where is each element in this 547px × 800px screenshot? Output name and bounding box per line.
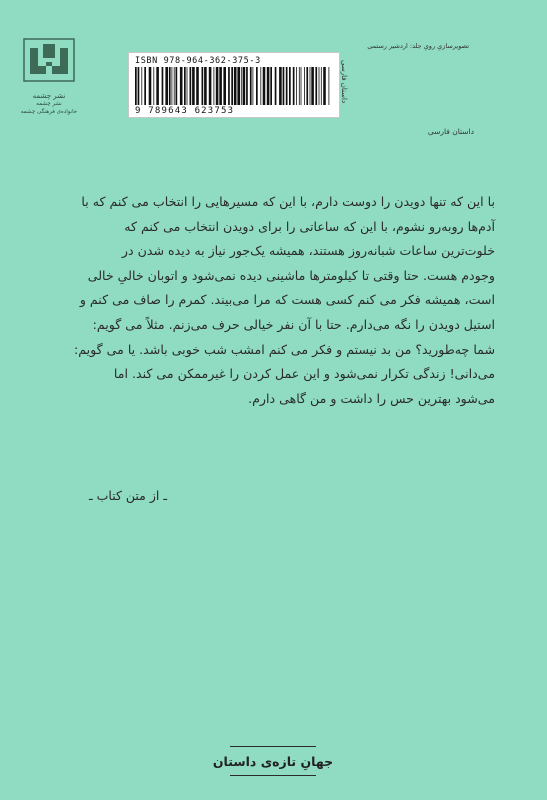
publisher-name: نشر چشمه — [32, 92, 66, 100]
barcode-bar — [289, 67, 291, 105]
barcode-bar — [304, 67, 305, 105]
barcode-bar — [311, 67, 314, 105]
barcode-bar — [246, 67, 248, 105]
passage-line: می‌شود بهترین حس را داشت و من گاهی دارم. — [248, 390, 495, 406]
barcode-bar — [214, 67, 215, 105]
barcode-bar — [241, 67, 242, 105]
barcode-bar — [202, 67, 204, 105]
barcode-bar — [153, 67, 154, 105]
passage-line: وجودم هست. حتا وقتی تا کیلومترها ماشینی دیده نمی‌شود و اتوبان خالیِ خالی — [87, 267, 495, 283]
barcode-bar — [286, 67, 288, 105]
barcode-bar — [250, 67, 252, 105]
passage-line: است، همیشه فکر می کنم کسی هست که مرا می‌بیند. کمرم را صاف می کنم و — [79, 292, 495, 308]
isbn-text: ISBN 978-964-362-375-3 — [135, 56, 261, 66]
passage-line: با این که تنها دویدن را دوست دارم، با این که مسیرهایی را انتخاب می کنم که با — [81, 194, 495, 209]
barcode-bar — [270, 67, 272, 105]
barcode-bar — [162, 67, 164, 105]
barcode-bar — [231, 67, 233, 105]
barcode-bar — [237, 67, 240, 105]
barcode-bar — [279, 67, 282, 105]
barcode-bar — [296, 67, 297, 105]
barcode-bar — [196, 67, 199, 105]
series-title: جهانِ تازه‌ی داستان — [230, 746, 316, 776]
barcode-bar — [174, 67, 175, 105]
barcode-bar — [319, 67, 320, 105]
barcode-bar — [156, 67, 159, 105]
barcode-bar — [329, 67, 330, 105]
barcode-bar — [165, 67, 168, 105]
barcode-bar — [253, 67, 254, 105]
barcode-bar — [234, 67, 237, 105]
barcode-bar — [192, 67, 195, 105]
passage-line: شما چه‌طورید؟ من بد نیستم و فکر می کنم امشب شب خوبی باشد. یا می گویم: — [73, 341, 495, 357]
barcode-bar — [209, 67, 212, 105]
publisher-family: خانواده‌ی فرهنگی چشمه — [20, 109, 78, 115]
barcode-bar — [321, 67, 322, 105]
barcode-bar — [141, 67, 142, 105]
barcode-bar — [219, 67, 222, 105]
barcode-bar — [138, 67, 140, 105]
barcode-bar — [223, 67, 226, 105]
passage-line: استیل دویدن را نگه می‌دارم. حتا با آن نفر خیالی حرف می‌زنم. مثلاً می گویم: — [92, 316, 495, 332]
barcode-bar — [306, 67, 308, 105]
barcode-bar — [184, 67, 186, 105]
barcode-bar — [216, 67, 219, 105]
barcode-bar — [267, 67, 270, 105]
barcode-bar — [310, 67, 311, 105]
barcode-bar — [149, 67, 152, 105]
barcode-bar — [172, 67, 173, 105]
isbn-barcode — [128, 52, 340, 118]
barcode-bar — [301, 67, 302, 105]
passage-line: خلوت‌ترین ساعات شبانه‌روز هستند، همیشه یک‌جور نیاز به دیده شدن در — [121, 243, 495, 259]
publisher-subtitle: نشر چشمه — [36, 101, 62, 107]
genre-label: داستان فارسی — [427, 127, 474, 136]
barcode-bar — [176, 67, 178, 105]
barcode-bar — [256, 67, 258, 105]
excerpt-passage — [73, 190, 495, 411]
barcode-bar — [275, 67, 277, 105]
barcode-bars — [135, 67, 331, 105]
barcode-bar — [169, 67, 171, 105]
barcode-bar — [135, 67, 137, 105]
barcode-bar — [293, 67, 295, 105]
passage-line: آدم‌ها روبه‌رو نشوم، با این که ساعاتی را برای دویدن انتخاب می کنم که — [124, 218, 495, 234]
vertical-genre-mark: داستان فارسی — [340, 60, 348, 104]
barcode-bar — [263, 67, 266, 105]
barcode-bar — [315, 67, 317, 105]
barcode-bar — [260, 67, 261, 105]
barcode-bar — [180, 67, 183, 105]
barcode-bar — [299, 67, 300, 105]
barcode-bar — [204, 67, 207, 105]
barcode-bar — [144, 67, 146, 105]
barcode-bar — [243, 67, 246, 105]
barcode-number: 9 789643 623753 — [135, 106, 235, 116]
publisher-block — [18, 38, 80, 116]
barcode-bar — [283, 67, 285, 105]
barcode-bar — [228, 67, 230, 105]
barcode-bar — [187, 67, 188, 105]
passage-line: می‌دانی! زندگی تکرار نمی‌شود و این عمل کردن را غیرممکن می کند. اما — [113, 366, 495, 382]
barcode-bar — [190, 67, 192, 105]
cover-illustration-credit: تصویرسازیِ رویِ جلد: اردشیر رستمی — [367, 42, 469, 50]
excerpt-attribution: ـ از متن کتاب ـ — [88, 488, 167, 503]
cheshmeh-logo-icon — [23, 38, 75, 82]
barcode-bar — [323, 67, 326, 105]
